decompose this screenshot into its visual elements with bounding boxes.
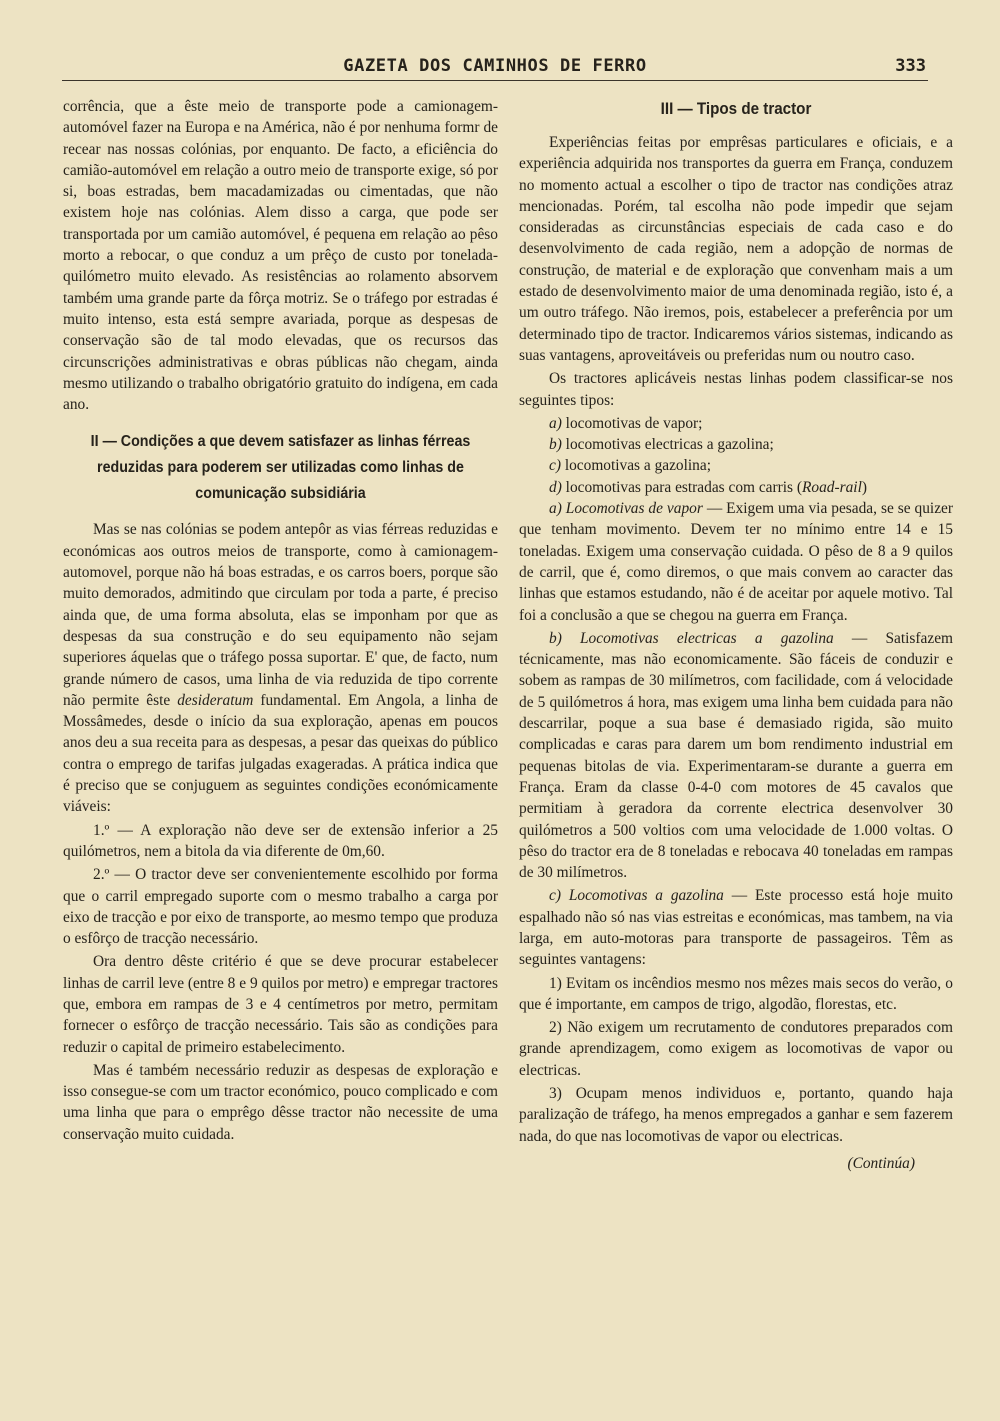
tractor-type-list — [519, 413, 953, 498]
list-item: d) locomotivas para estradas com carris (Road-rail) — [549, 478, 867, 496]
section-heading-ii: II — Condições a que devem satisfazer as linhas férreas reduzidas para poderem ser utilizadas como linhas de comunicação subsidiária — [90, 433, 471, 503]
paragraph: a) Locomotivas de vapor — Exigem uma via pesada, se se quizer que tenham movimento. Devem ter no mínimo entre 14 e 15 toneladas. Exigem uma conservação cuidada. O pêso de 8 a 9 quilos de carril, que é, como diremos, o que mais convem ao caracter das linhas que estamos estudando, não é de aceitar por aquele motivo. Tal foi a conclusão a que se chegou na guerra em França. — [519, 500, 953, 624]
continua-note: (Continúa) — [847, 1154, 915, 1172]
paragraph: Mas é também necessário reduzir as despesas de exploração e isso consegue-se com um tractor económico, pouco complicado e com uma linha que para o emprêgo dêsse tractor não necessite de uma conservação muito cuidada. — [63, 1061, 498, 1143]
list-item: b) locomotivas electricas a gazolina; — [549, 436, 774, 454]
paragraph: 1) Evitam os incêndios mesmo nos mêzes mais secos do verão, o que é importante, em campos de trigo, algodão, florestas, etc. — [519, 974, 953, 1013]
paragraph: Os tractores aplicáveis nestas linhas podem classificar-se nos seguintes tipos: — [519, 370, 953, 409]
paragraph: Mas se nas colónias se podem antepôr as vias férreas reduzidas e económicas aos outros meios de transporte, como à camionagem-automovel, porque não há boas estradas, e os carros boers, porque são muito demorados, admitindo que circulam por toda a parte, é preciso ainda que, de uma forma absoluta, elas se imponham por que as despesas da sua construção e do seu equipamento não sejam superiores áquelas que o tráfego possa suportar. E' que, de facto, num grande número de casos, uma linha de via reduzida de tipo corrente não permite êste desideratum fundamental. Em Angola, a linha de Mossâmedes, desde o início da sua exploração, apenas em poucos anos deu a sua receita para as despesas, a pesar das queixas do público contra o emprego de tarifas julgadas exageradas. A prática indica que é preciso que se conjuguem as seguintes condições económicamente viáveis: — [63, 521, 498, 816]
paragraph: 3) Ocupam menos individuos e, portanto, quando haja paralização de tráfego, ha menos empregados a ganhar e sem fazerem nada, do que nas locomotivas de vapor ou electricas. — [519, 1085, 953, 1145]
paragraph: 2.º — O tractor deve ser convenientemente escolhido por forma que o carril empregado suporte com o mesmo trabalho a carga por eixo de tracção e por eixo de transporte, ao mesmo tempo que produza o esfôrço de tracção necessário. — [63, 866, 498, 948]
paragraph: b) Locomotivas electricas a gazolina — Satisfazem técnicamente, mas não economicamente. São fáceis de conduzir e sobem as rampas de 30 milímetros, com facilidade, com á velocidade de 5 quilómetros á hora, mas exigem uma linha bem cuidada para não descarrilar, poque a sua base é demasiado rigida, são muito complicadas e caras para darem um bom rendimento industrial em pequenas bitolas de via. Experimentaram-se durante a guerra em França. Eram da classe 0-4-0 com motores de 45 cavalos que permitiam à geradora da corrente electrica desenvolver 30 quilómetros a 500 voltios com uma velocidade de 1.000 voltas. O pêso do tractor era de 8 toneladas e rebocava 40 toneladas em rampas de 30 milímetros. — [519, 629, 953, 882]
page-number: 333 — [895, 56, 926, 76]
emphasis: desideratum — [177, 691, 254, 709]
running-header — [62, 52, 928, 81]
paragraph: c) Locomotivas a gazolina — Este processo está hoje muito espalhado não só nas vias estreitas e económicas, mas tambem, na via larga, em auto-motoras para transporte de passageiros. Têm as seguintes vantagens: — [519, 887, 953, 969]
list-item: c) locomotivas a gazolina; — [549, 457, 711, 475]
right-column — [519, 96, 953, 1174]
left-column — [63, 96, 498, 1147]
paragraph: 1.º — A exploração não deve ser de extensão inferior a 25 quilómetros, nem a bitola da via diferente de 0m,60. — [63, 821, 498, 860]
paragraph: corrência, que a êste meio de transporte pode a camionagem-automóvel fazer na Europa e na América, não é por nenhuma formr de recear nas nossas colónias, por enquanto. De facto, a eficiência do camião-automóvel em relação a outro meio de transporte exige, só por si, boas estradas, bem macadamizadas ou cimentadas, que não existem hoje nas colónias. Alem disso a carga, que pode ser transportada por um camião automóvel, é pequena em relação ao pêso morto a rebocar, o que conduz a um prêço de custo por tonelada-quilómetro muito elevado. As resistências ao rolamento absorvem também uma grande parte da fôrça motriz. Se o tráfego por estradas é muito intenso, esta está sempre avariada, porque as despesas de conservação são de tal modo elevadas, que os recursos das circunscrições administrativas e obras públicas não chegam, ainda mesmo utilizando o trabalho obrigatório gratuito do indígena, em cada ano. — [63, 98, 498, 414]
journal-title: GAZETA DOS CAMINHOS DE FERRO — [343, 56, 647, 76]
paragraph: 2) Não exigem um recrutamento de condutores preparados com grande aprendizagem, como exigem as locomotivas de vapor ou electricas. — [519, 1019, 953, 1079]
section-heading-iii: III — Tipos de tractor — [660, 100, 812, 118]
paragraph: Experiências feitas por emprêsas particulares e oficiais, e a experiência adquirida nos transportes da guerra em França, conduzem no momento actual a escolher o tipo de tractor nas condições atraz mencionadas. Porém, tal escolha não pode impedir que sejam consideradas as circunstâncias especiais de cada caso e do desenvolvimento de cada região, nem a adopção de normas de construção, de material e de exploração que convenham mais a um estado de desenvolvimento maior de uma denominada região, isto é, a um outro tráfego. Não iremos, pois, estabelecer a preferência por um determinado tipo de tractor. Indicaremos vários sistemas, indicando as suas vantagens, aproveitáveis ou preferidas num ou noutro caso. — [519, 134, 953, 364]
list-item: a) locomotivas de vapor; — [549, 414, 703, 432]
paragraph: Ora dentro dêste critério é que se deve procurar estabelecer linhas de carril leve (entre 8 e 9 quilos por metro) e empregar tractores que, embora em rampas de 3 e 4 centímetros por metro, permitam fornecer o esfôrço de tracção necessário. Tais são as condições para reduzir o capital de primeiro estabelecimento. — [63, 953, 498, 1056]
